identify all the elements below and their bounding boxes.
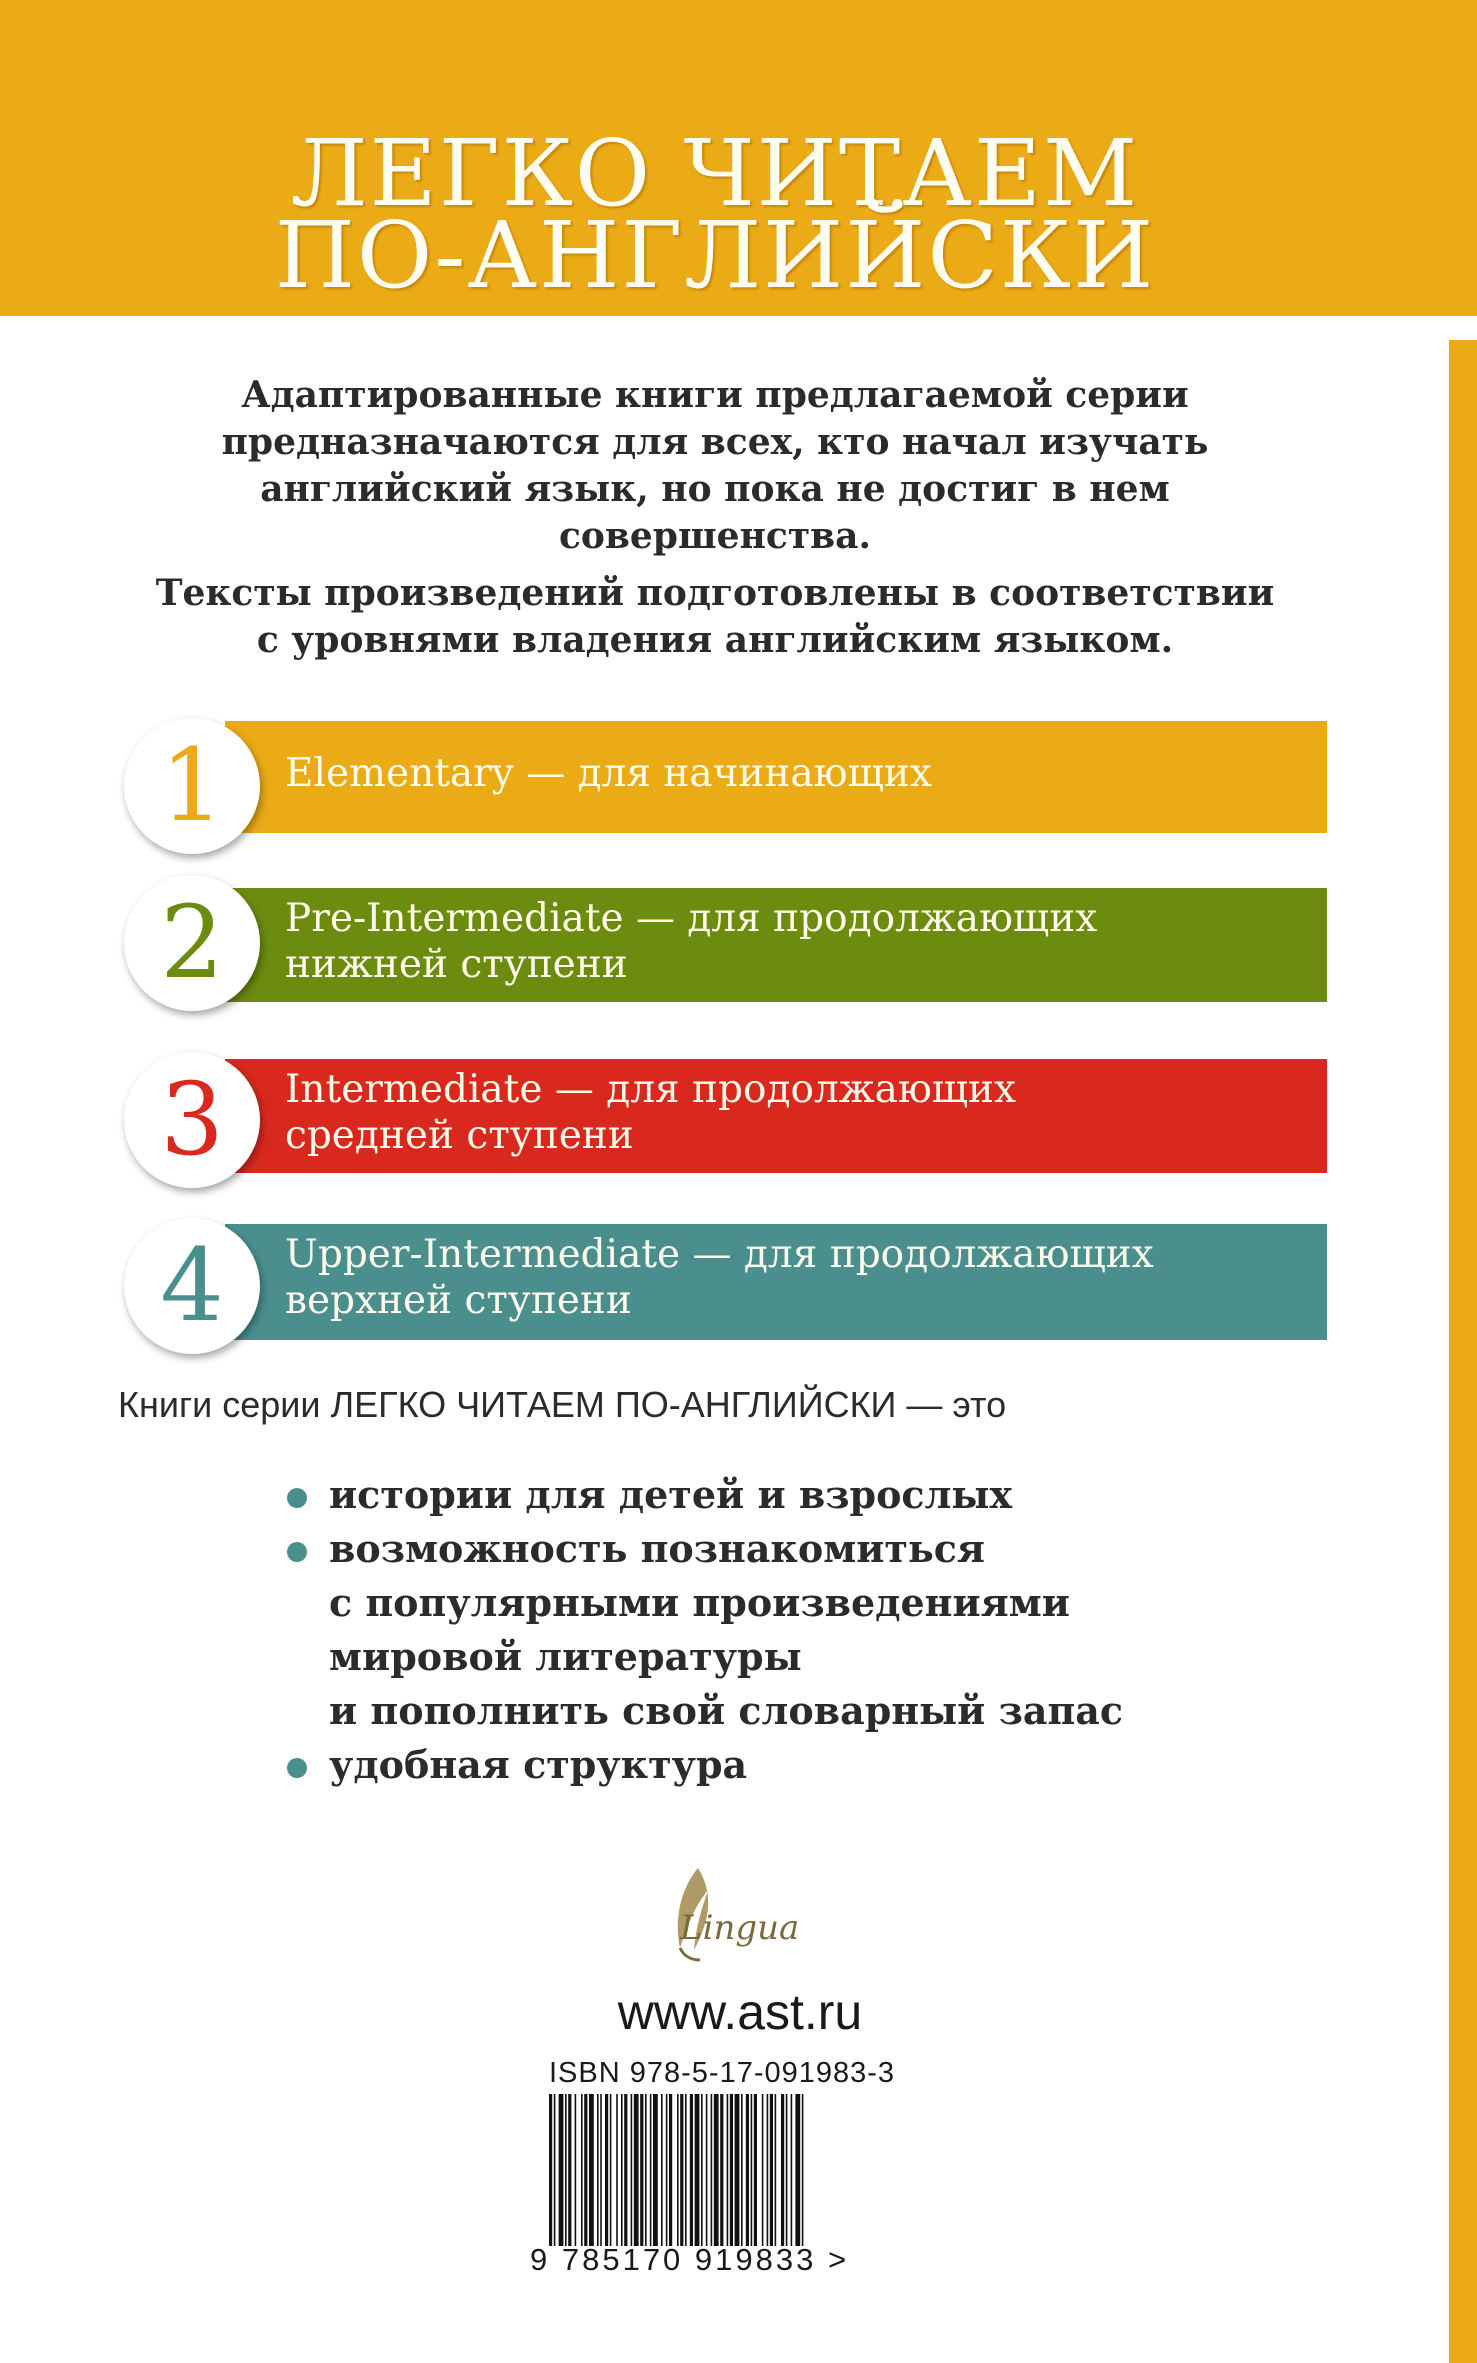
bullet-dot-icon: [287, 1488, 307, 1508]
list-item: [287, 1522, 1287, 1738]
barcode-bar: [685, 2094, 687, 2246]
level-bar-3: [225, 1059, 1327, 1173]
barcode-bar: [720, 2094, 723, 2246]
barcode-bar: [634, 2094, 639, 2246]
barcode-bar: [695, 2094, 700, 2246]
barcode-bar: [775, 2094, 777, 2246]
barcode-bar: [645, 2094, 647, 2246]
barcode-bar: [624, 2094, 627, 2246]
barcode-bar: [554, 2094, 556, 2246]
barcode-bar: [754, 2094, 757, 2246]
barcode-bar: [669, 2094, 672, 2246]
bullet-line: и пополнить свой словарный запас: [329, 1688, 1124, 1733]
publisher-website: www.ast.ru: [617, 1984, 863, 2040]
barcode-bar: [680, 2094, 683, 2246]
barcode-bar: [661, 2094, 663, 2246]
isbn-label: ISBN 978-5-17-091983-3: [549, 2057, 896, 2089]
barcode-bar: [791, 2094, 793, 2246]
feature-list: [287, 1468, 1287, 1792]
bullet-line: истории для детей и взрослых: [329, 1472, 1013, 1517]
barcode-bar: [714, 2094, 719, 2246]
barcode-bar: [767, 2094, 769, 2246]
barcode-bar: [690, 2094, 693, 2246]
bullet-line: с популярными произведениями: [329, 1580, 1070, 1625]
side-stripe: [1449, 340, 1477, 2363]
series-title-line2: ПО-АНГЛИЙСКИ: [274, 202, 1156, 309]
barcode-bar: [621, 2094, 623, 2246]
barcode-bar: [711, 2094, 713, 2246]
barcode-bar: [795, 2094, 800, 2246]
barcode-bar: [666, 2094, 668, 2246]
level-number-circle-1: 1: [124, 718, 260, 854]
level-text-1: [285, 751, 1307, 797]
barcode-bar: [677, 2094, 679, 2246]
barcode-bar: [631, 2094, 633, 2246]
intro-line: совершенства.: [558, 515, 872, 557]
barcode-bar: [735, 2094, 740, 2246]
barcode-bar: [746, 2094, 749, 2246]
series-title-line1: ЛЕГКО ЧИТАЕМ: [290, 120, 1140, 227]
barcode-bar: [741, 2094, 743, 2246]
barcode: [549, 2094, 885, 2246]
barcode-bar: [786, 2094, 788, 2246]
level-line: верхней ступени: [285, 1278, 632, 1323]
barcode-digits: 9 785170 919833 >: [530, 2242, 850, 2277]
level-line: нижней ступени: [285, 942, 628, 987]
barcode-bar: [730, 2094, 733, 2246]
barcode-bar: [589, 2094, 594, 2246]
intro-line: с уровнями владения английским языком.: [256, 619, 1174, 661]
barcode-bar: [600, 2094, 602, 2246]
bullet-line: удобная структура: [329, 1742, 748, 1787]
level-bar-1: [225, 721, 1327, 833]
barcode-bar: [701, 2094, 703, 2246]
level-line: Pre-Intermediate — для продолжающих: [285, 896, 1098, 941]
level-line: средней ступени: [285, 1113, 634, 1158]
barcode-bar: [616, 2094, 618, 2246]
intro-line: английский язык, но пока не достиг в нем: [260, 468, 1170, 510]
bullet-line: возможность познакомиться: [329, 1526, 985, 1571]
intro-line: предназначаются для всех, кто начал изучать: [221, 421, 1209, 463]
level-number-circle-2: 2: [124, 875, 260, 1011]
header-banner: [0, 0, 1477, 316]
barcode-bar: [581, 2094, 583, 2246]
level-line: Elementary — для начинающих: [285, 751, 932, 796]
series-description: Книги серии ЛЕГКО ЧИТАЕМ ПО-АНГЛИЙСКИ — это: [118, 1384, 1007, 1425]
barcode-bar: [568, 2094, 571, 2246]
barcode-bar: [727, 2094, 729, 2246]
level-bar-4: [225, 1224, 1327, 1340]
bullet-dot-icon: [287, 1758, 307, 1778]
barcode-bar: [597, 2094, 599, 2246]
level-line: Intermediate — для продолжающих: [285, 1067, 1017, 1112]
barcode-bar: [565, 2094, 567, 2246]
barcode-bar: [610, 2094, 612, 2246]
intro-line: Тексты произведений подготовлены в соответствии: [155, 572, 1275, 614]
level-number-circle-3: 3: [124, 1052, 260, 1188]
intro-paragraph-1: [100, 372, 1330, 560]
barcode-bar: [549, 2094, 552, 2246]
bullet-line: мировой литературы: [329, 1634, 802, 1679]
list-item: [287, 1468, 1287, 1522]
barcode-bar: [650, 2094, 652, 2246]
logo-text: Lingua: [680, 1908, 800, 1948]
barcode-bar: [575, 2094, 577, 2246]
barcode-bar: [605, 2094, 608, 2246]
level-text-2: [285, 896, 1307, 988]
barcode-bar: [770, 2094, 773, 2246]
barcode-bar: [706, 2094, 708, 2246]
level-text-3: [285, 1067, 1307, 1159]
intro-line: Адаптированные книги предлагаемой серии: [241, 374, 1189, 416]
bullet-dot-icon: [287, 1542, 307, 1562]
level-bar-2: [225, 888, 1327, 1002]
barcode-bar: [640, 2094, 643, 2246]
barcode-bar: [751, 2094, 753, 2246]
barcode-bar: [762, 2094, 764, 2246]
barcode-bar: [781, 2094, 784, 2246]
level-text-4: [285, 1232, 1307, 1324]
intro-paragraph-2: [100, 570, 1330, 664]
level-number-circle-4: 4: [124, 1218, 260, 1354]
barcode-bar: [559, 2094, 564, 2246]
barcode-bar: [802, 2094, 804, 2246]
lingua-logo: [640, 1860, 800, 1970]
list-item: [287, 1738, 1287, 1792]
level-line: Upper-Intermediate — для продолжающих: [285, 1232, 1154, 1277]
barcode-bar: [584, 2094, 587, 2246]
barcode-bar: [653, 2094, 658, 2246]
